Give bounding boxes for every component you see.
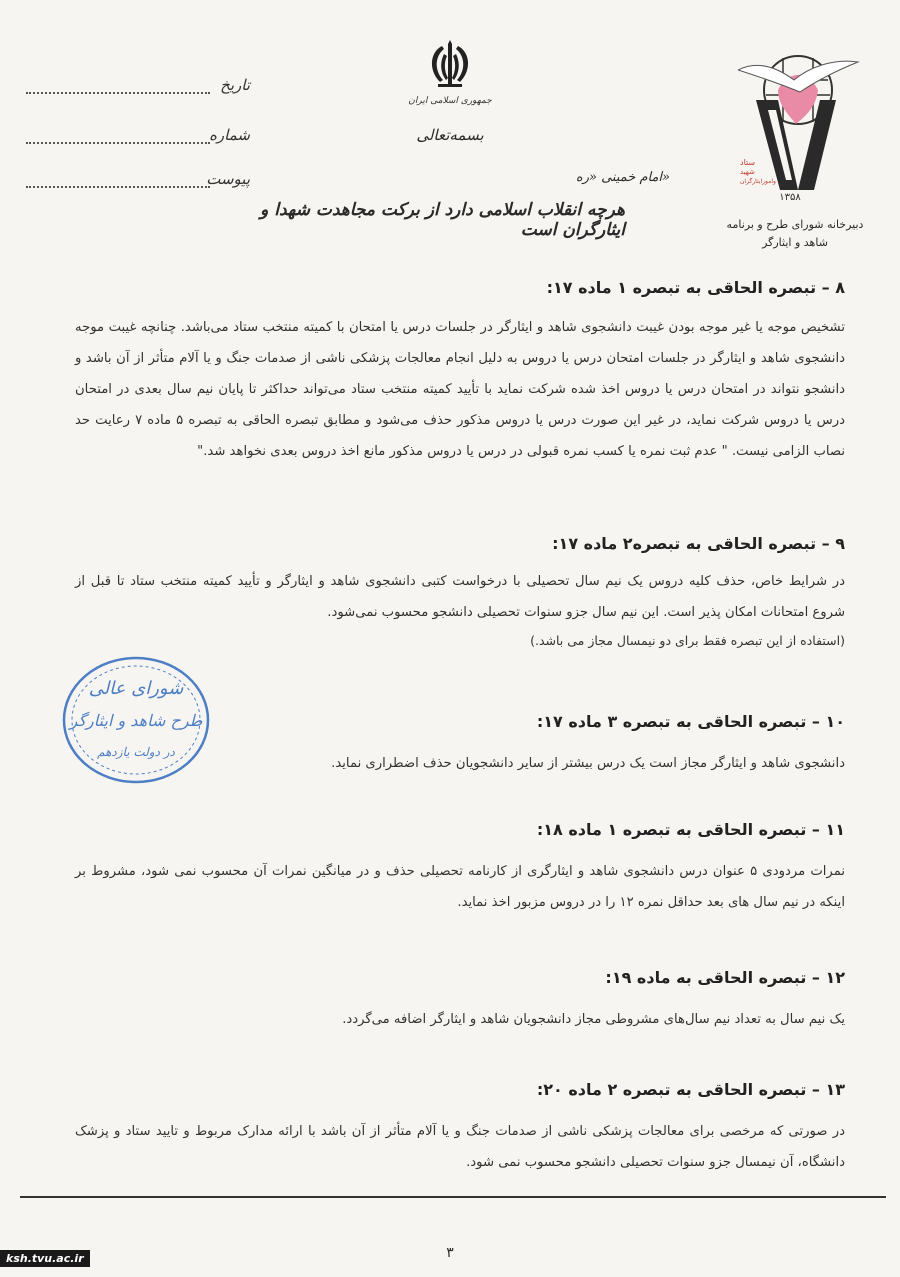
iran-emblem-icon xyxy=(420,34,480,94)
section-12-body xyxy=(75,1004,845,1035)
emblem-caption: جمهوری اسلامی ایران xyxy=(408,96,492,106)
source-url: ksh.tvu.ac.ir xyxy=(0,1250,90,1267)
section-13-heading: ۱۳ – تبصره الحاقی به تبصره ۲ ماده ۲۰: xyxy=(536,1080,845,1099)
section-11-paragraph: نمرات مردودی ۵ عنوان درس دانشجوی شاهد و ایثارگری از کارنامه تحصیلی حذف و در میانگین نمرات آن محسوب نمی شود، مشروط بر اینکه در نیم سال های بعد حداقل نمره ۱۲ را در دروس مزبور اخذ نماید. xyxy=(75,864,846,910)
section-9-heading: ۹ – تبصره الحاقی به تبصره۲ ماده ۱۷: xyxy=(552,534,845,553)
section-11-body xyxy=(75,856,845,918)
logo-subtitle-line2: شاهد و ایثارگر xyxy=(762,236,828,249)
logo-year: ۱۳۵۸ xyxy=(779,192,801,203)
section-10-body xyxy=(75,748,845,779)
imam-attribution: امام خمینی «ره» xyxy=(575,170,670,185)
section-8-heading: ۸ – تبصره الحاقی به تبصره ۱ ماده ۱۷: xyxy=(546,278,845,297)
number-dotted-line xyxy=(26,142,210,144)
section-12-heading: ۱۲ – تبصره الحاقی به ماده ۱۹: xyxy=(605,968,845,987)
svg-text:وامورایثارگران: وامورایثارگران xyxy=(740,178,776,185)
section-10-paragraph: دانشجوی شاهد و ایثارگر مجاز است یک درس بیشتر از سایر دانشجویان حذف اضطراری نماید. xyxy=(331,756,845,771)
date-dotted-line xyxy=(26,92,210,94)
section-8-body xyxy=(75,312,845,467)
number-field xyxy=(20,126,250,148)
stamp-line3: در دولت یازدهم xyxy=(97,745,175,759)
section-13-body xyxy=(75,1116,845,1178)
attachment-label: پیوست xyxy=(206,170,250,188)
section-9-body xyxy=(75,566,845,654)
section-8-paragraph: تشخیص موجه یا غیر موجه بودن غیبت دانشجوی شاهد و ایثارگر در جلسات درس یا امتحان با کمیته منتخب ستاد می‌باشد. چنانچه غیبت موجه دانشجوی شاهد و ایثارگر در جلسات امتحان درس یا دروس به دلیل انجام معالجات پزشکی ناشی از صدمات جنگ و یا آلام متأثر از آن باشد و دانشجو نتواند در امتحان درس یا دروس اخذ شده شرکت نماید با تأیید کمیته منتخب ستاد می‌تواند حداکثر تا پایان نیم سال بعدی در امتحان درس یا دروس شرکت نماید، در غیر این صورت درس یا دروس مذکور حذف می‌شود و مطابق تبصره الحاقی به تبصره ۵ ماده ۷ رعایت حد نصاب الزامی نیست. " عدم ثبت نمره یا کسب نمره قبولی در درس یا دروس مذکور مانع اخذ دروس بعدی نخواهد شد." xyxy=(75,320,846,459)
attachment-dotted-line xyxy=(26,186,210,188)
stamp-line2: طرح شاهد و ایثارگر xyxy=(69,711,203,730)
header-quote: هرچه انقلاب اسلامی دارد از برکت مجاهدت شهدا و ایثارگران است xyxy=(260,200,625,240)
attachment-field xyxy=(20,170,250,192)
date-field xyxy=(20,76,250,98)
date-label: تاریخ xyxy=(220,76,250,94)
stamp-line1: شورای عالی xyxy=(88,678,184,699)
bismillah: بسمه‌تعالی xyxy=(416,126,484,144)
section-12-paragraph: یک نیم سال به تعداد نیم سال‌های مشروطی مجاز دانشجویان شاهد و ایثارگر اضافه می‌گردد. xyxy=(342,1012,845,1027)
number-label: شماره xyxy=(209,126,250,144)
section-9-paragraph: در شرایط خاص، حذف کلیه دروس یک نیم سال تحصیلی با درخواست کتبی دانشجوی شاهد و ایثارگر و تأیید کمیته منتخب ستاد تا قبل از شروع امتحانات امکان پذیر است. این نیم سال جزو سنوات تحصیلی دانشجو محسوب نمی‌شود. xyxy=(75,574,845,620)
logo-subtitle-line1: دبیرخانه شورای طرح و برنامه xyxy=(726,218,864,231)
section-13-paragraph: در صورتی که مرخصی برای معالجات پزشکی ناشی از صدمات جنگ و یا آلام متأثر از آن باشد با ارائه مدارک مربوط و تایید ستاد و پزشک دانشگاه، آن نیمسال جزو سنوات تحصیلی دانشجو محسوب نمی شود. xyxy=(75,1124,845,1170)
svg-text:ستاد: ستاد xyxy=(740,158,756,167)
footer-divider xyxy=(20,1196,886,1198)
svg-text:شهید: شهید xyxy=(740,168,755,176)
section-10-heading: ۱۰ – تبصره الحاقی به تبصره ۳ ماده ۱۷: xyxy=(536,712,845,731)
section-9-note: (استفاده از این تبصره فقط برای دو نیمسال مجاز می باشد.) xyxy=(530,633,845,648)
shahed-organization-logo-icon xyxy=(738,40,860,200)
section-11-heading: ۱۱ – تبصره الحاقی به تبصره ۱ ماده ۱۸: xyxy=(536,820,845,839)
page-number: ۳ xyxy=(446,1245,454,1261)
